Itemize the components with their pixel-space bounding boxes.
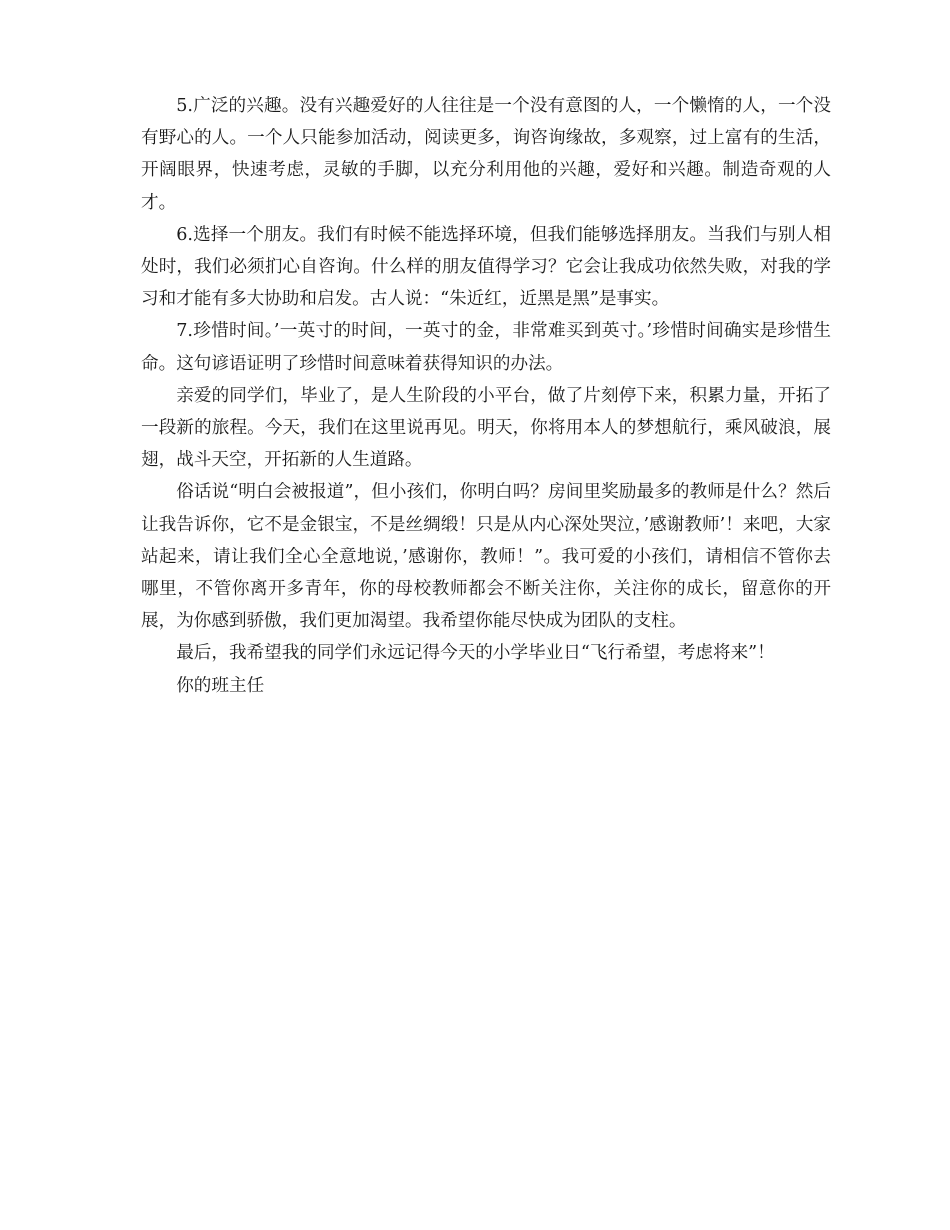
paragraph-thank-teacher: 俗话说“明白会被报道”，但小孩们，你明白吗？房间里奖励最多的教师是什么？然后让我告诉你，它不是金银宝，不是丝绸缎！只是从内心深处哭泣，’感谢教师’！来吧，大家站起来，请让我们全心全意地说，’感谢你，教师！”。我可爱的小孩们，请相信不管你去哪里，不管你离开多青年，你的母校教师都会不断关注你，关注你的成长，留意你的开展，为你感到骄傲，我们更加渴望。我希望你能尽快成为团队的支柱。 (141, 482, 831, 632)
paragraph-interests: 5.广泛的兴趣。没有兴趣爱好的人往往是一个没有意图的人，一个懒惰的人，一个没有野心的人。一个人只能参加活动，阅读更多，询咨询缘故，多观察，过上富有的生活，开阔眼界，快速考虑，灵敏的手脚，以充分利用他的兴趣，爱好和兴趣。制造奇观的人才。 (141, 96, 831, 213)
paragraph-graduation: 亲爱的同学们，毕业了，是人生阶段的小平台，做了片刻停下来，积累力量，开拓了一段新的旅程。今天，我们在这里说再见。明天，你将用本人的梦想航行，乘风破浪，展翅，战斗天空，开拓新的人生道路。 (141, 385, 831, 471)
paragraph-closing: 最后，我希望我的同学们永远记得今天的小学毕业日“飞行希望，考虑将来”！ (176, 643, 775, 664)
signature: 你的班主任 (176, 675, 265, 696)
paragraph-time: 7.珍惜时间。’一英寸的时间，一英寸的金，非常难买到英寸。’珍惜时间确实是珍惜生命。这句谚语证明了珍惜时间意味着获得知识的办法。 (141, 321, 831, 374)
paragraph-friends: 6.选择一个朋友。我们有时候不能选择环境，但我们能够选择朋友。当我们与别人相处时，我们必须扪心自咨询。什么样的朋友值得学习？它会让我成功依然失败，对我的学习和才能有多大协助和启发。古人说：“朱近红，近黑是黑”是事实。 (141, 224, 831, 310)
document-body (141, 90, 831, 702)
